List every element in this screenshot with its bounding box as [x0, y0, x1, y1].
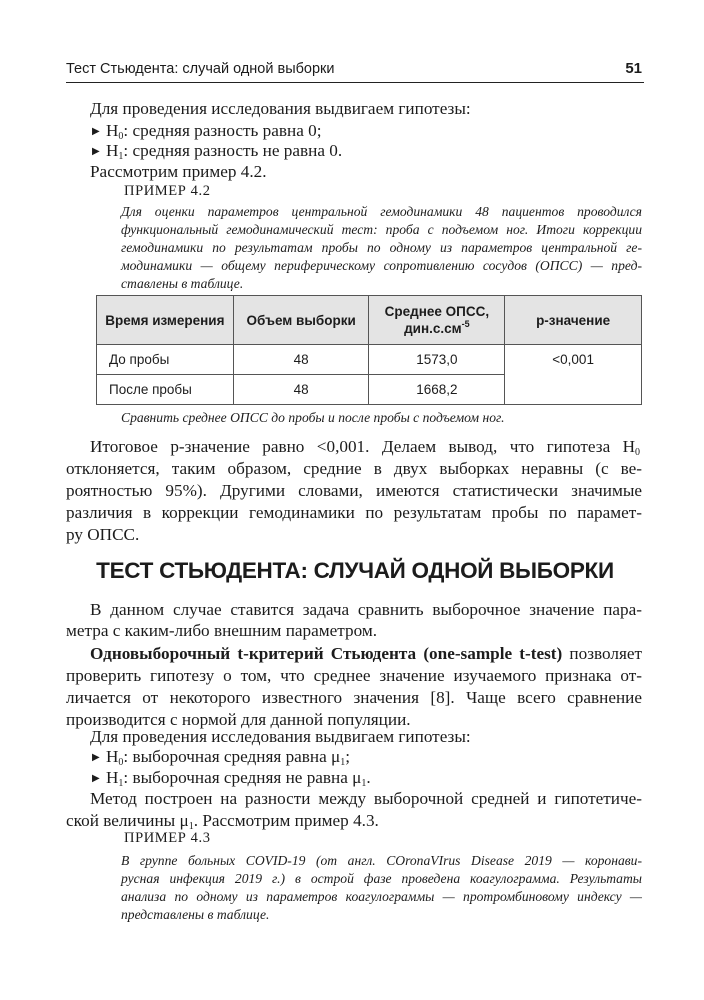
- paragraph-line: производится с нормой для данной популяции.: [66, 710, 411, 729]
- subscript-zero: 0: [635, 447, 640, 458]
- page-number: 51: [625, 60, 642, 77]
- conclusion-line: роятностью 95%). Другими словами, имеются статистически значимые: [66, 481, 642, 500]
- section-title: ТЕСТ СТЬЮДЕНТА: СЛУЧАЙ ОДНОЙ ВЫБОРКИ: [96, 558, 614, 583]
- hypothesis-h0-text: : выборочная средняя равна μ: [123, 747, 341, 766]
- paragraph-text: ской величины μ: [66, 811, 189, 830]
- column-header: [369, 296, 505, 345]
- paragraph-line: проверить гипотезу о том, что среднее значение изучаемого признака от-: [66, 666, 642, 685]
- unit-label: дин.с.см: [404, 321, 462, 336]
- subscript-one: 1: [361, 778, 367, 789]
- conclusion-line: отклоняется, таким образом, средние в двух выборках неравны (с ве-: [66, 459, 642, 478]
- paragraph-line: метра с каким-либо внешним параметром.: [66, 621, 378, 640]
- table-caption: Сравнить среднее ОПСС до пробы и после пробы с подъемом ног.: [121, 410, 505, 425]
- example-text-line: Для оценки параметров центральной гемодинамики 48 пациентов проводился: [121, 204, 642, 219]
- paragraph-line: Метод построен на разности между выборочной средней и гипотетиче-: [90, 789, 642, 808]
- example-text-line: гемодинамики по результатам пробы по одному из параметров центральной ге-: [121, 240, 642, 255]
- table-cell-time: После пробы: [97, 375, 234, 405]
- paragraph-line: [66, 810, 379, 837]
- bullet-icon: ▶: [92, 146, 100, 157]
- example-label: ПРИМЕР 4.2: [124, 183, 211, 199]
- paragraph-line: [90, 643, 642, 664]
- example-text-line: представлены в таблице.: [121, 907, 270, 922]
- subscript-one: 1: [118, 778, 124, 789]
- punctuation: .: [366, 768, 371, 787]
- subscript-one: 1: [340, 757, 346, 768]
- example-text-line: русная инфекция 2019 г.) в острой фазе проведена коагулограмма. Результаты: [121, 871, 642, 886]
- table-cell-mean: 1668,2: [369, 375, 505, 405]
- subscript-one: 1: [118, 151, 124, 162]
- hypotheses-lead: Для проведения исследования выдвигаем гипотезы:: [90, 727, 471, 746]
- paragraph-line: В данном случае ставится задача сравнить выборочное значение пара-: [90, 600, 642, 619]
- example-text-line: В группе больных COVID-19 (от англ. COronaVIrus Disease 2019 — коронави-: [121, 853, 642, 868]
- unit-exponent: -5: [461, 319, 470, 329]
- subscript-zero: 0: [118, 131, 124, 142]
- table-cell-p-value: <0,001: [505, 345, 642, 405]
- table-cell-n: 48: [233, 375, 369, 405]
- punctuation: ;: [345, 747, 351, 766]
- conclusion-line: ру ОПСС.: [66, 525, 140, 544]
- h-symbol: H: [106, 121, 119, 140]
- term-bold: Одновыборочный t-критерий Стьюдента (one-sample t-test): [90, 644, 563, 663]
- example-text-line: модинамики — общему периферическому сопротивлению сосудов (ОПСС) — пред-: [121, 258, 642, 273]
- running-header: [66, 58, 644, 83]
- bullet-icon: ▶: [92, 773, 100, 784]
- example-text-line: функциональный гемодинамический тест: проба с подъемом ног. Итоги коррекции: [121, 222, 642, 237]
- h-symbol: H: [106, 768, 119, 787]
- paragraph-line: личается от некоторого известного значения [8]. Чаще всего сравнение: [66, 688, 642, 707]
- example-label: ПРИМЕР 4.3: [124, 830, 211, 846]
- table-row: [97, 345, 642, 375]
- bullet-icon: ▶: [92, 752, 100, 763]
- table-cell-n: 48: [233, 345, 369, 375]
- paragraph-text: позволяет: [562, 644, 642, 663]
- consider-example: Рассмотрим пример 4.2.: [90, 162, 267, 181]
- column-header: Время измерения: [97, 296, 234, 345]
- example-text-line: анализа по одному из параметров коагулограммы — протромбиновому индексу —: [121, 889, 642, 904]
- hypothesis-h1-text: : средняя разность не равна 0.: [123, 141, 343, 160]
- opss-table: [96, 295, 642, 405]
- conclusion-text: Итоговое p-значение равно <0,001. Делаем вывод, что гипотеза H: [90, 437, 635, 456]
- running-header-title: Тест Стьюдента: случай одной выборки: [66, 61, 335, 77]
- hypotheses-lead: Для проведения исследования выдвигаем гипотезы:: [90, 99, 471, 118]
- column-header: Объем выборки: [233, 296, 369, 345]
- column-header-text: Среднее ОПСС,: [384, 304, 490, 319]
- example-text-line: ставлены в таблице.: [121, 276, 244, 291]
- bullet-icon: ▶: [92, 126, 100, 137]
- h-symbol: H: [106, 141, 119, 160]
- paragraph-text: . Рассмотрим пример 4.3.: [193, 811, 379, 830]
- hypothesis-h1-text: : выборочная средняя не равна μ: [123, 768, 362, 787]
- subscript-one: 1: [188, 821, 194, 832]
- table-cell-mean: 1573,0: [369, 345, 505, 375]
- table-header-row: [97, 296, 642, 345]
- table-cell-time: До пробы: [97, 345, 234, 375]
- subscript-zero: 0: [118, 757, 124, 768]
- conclusion-line: различия в коррекции гемодинамики по результатам пробы по парамет-: [66, 503, 642, 522]
- hypothesis-h0-text: : средняя разность равна 0;: [123, 121, 322, 140]
- h-symbol: H: [106, 747, 119, 766]
- column-header: p-значение: [505, 296, 642, 345]
